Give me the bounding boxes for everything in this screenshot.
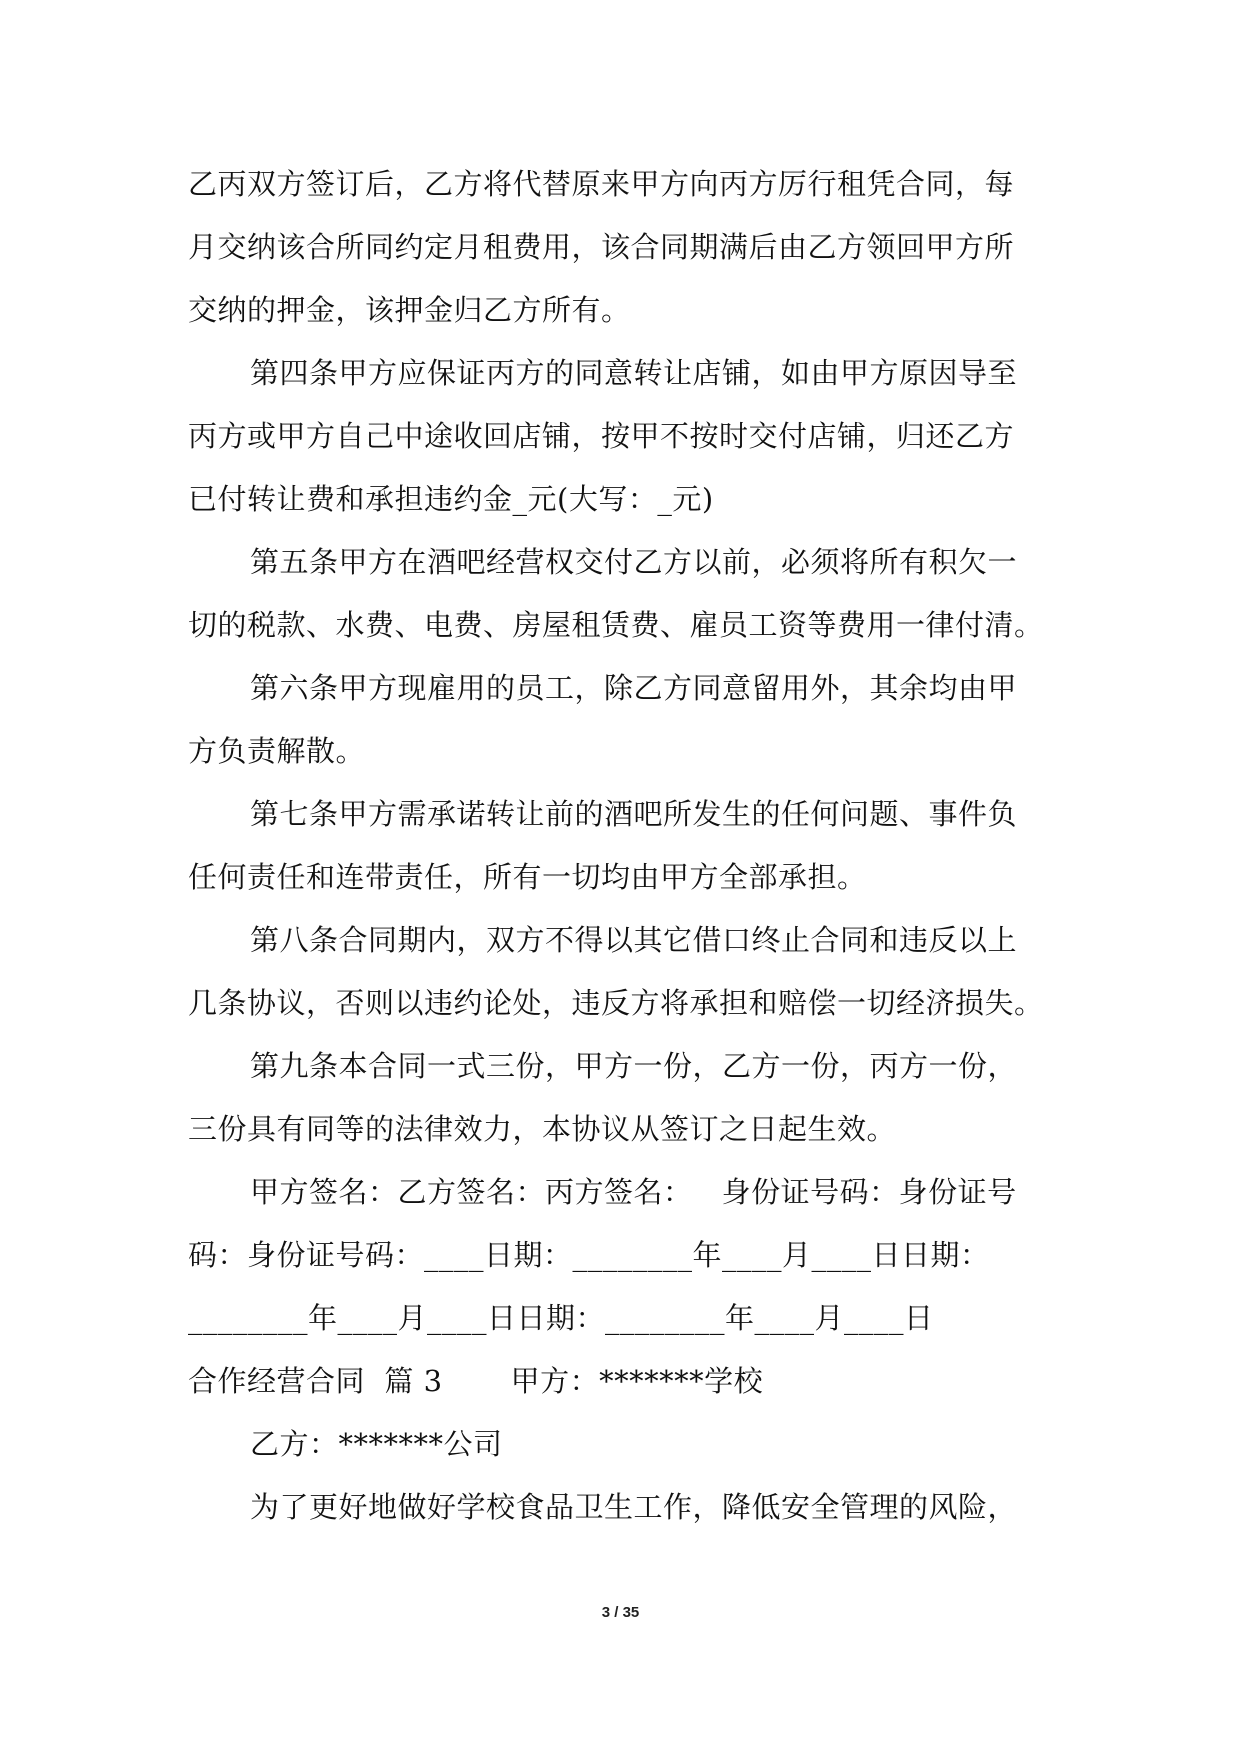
- page-number: 3 / 35: [601, 1604, 640, 1621]
- text-line: 任何责任和连带责任，所有一切均由甲方全部承担。: [188, 860, 867, 894]
- text-line: 方负责解散。: [188, 734, 366, 768]
- text-line: 切的税款、水费、电费、房屋租赁费、雇员工资等费用一律付清。: [188, 608, 1044, 642]
- text-line: 交纳的押金，该押金归乙方所有。: [188, 293, 631, 327]
- text-line: 月交纳该合所同约定月租费用，该合同期满后由乙方领回甲方所: [188, 230, 1015, 264]
- text-line: 已付转让费和承担违约金_元(大写：_元): [188, 482, 714, 516]
- signature-line: 码：身份证号码：____日期：________年____月____日日期：: [188, 1238, 990, 1272]
- article-4-line: 第四条甲方应保证丙方的同意转让店铺，如由甲方原因导至: [250, 356, 1018, 390]
- article-7-line: 第七条甲方需承诺转让前的酒吧所发生的任何问题、事件负: [250, 797, 1018, 831]
- document-body: [188, 153, 1068, 1539]
- signature-line: ________年____月____日日期：________年____月____日: [188, 1301, 934, 1335]
- text-line: 几条协议，否则以违约论处，违反方将承担和赔偿一切经济损失。: [188, 986, 1044, 1020]
- signature-line: 甲方签名：乙方签名：丙方签名： 身份证号码：身份证号: [250, 1175, 1017, 1209]
- article-9-line: 第九条本合同一式三份，甲方一份，乙方一份，丙方一份，: [250, 1049, 1018, 1083]
- text-line: 为了更好地做好学校食品卫生工作，降低安全管理的风险，: [250, 1490, 1018, 1524]
- article-6-line: 第六条甲方现雇用的员工，除乙方同意留用外，其余均由甲: [250, 671, 1018, 705]
- text-line: 丙方或甲方自己中途收回店铺，按甲不按时交付店铺，归还乙方: [188, 419, 1015, 453]
- party-b-line: 乙方：*******公司: [250, 1427, 503, 1461]
- section-heading: 合作经营合同 篇 3 甲方：*******学校: [188, 1364, 764, 1398]
- article-8-line: 第八条合同期内，双方不得以其它借口终止合同和违反以上: [250, 923, 1018, 957]
- article-5-line: 第五条甲方在酒吧经营权交付乙方以前，必须将所有积欠一: [250, 545, 1018, 579]
- text-line: 乙丙双方签订后，乙方将代替原来甲方向丙方厉行租凭合同，每: [188, 167, 1015, 201]
- text-line: 三份具有同等的法律效力，本协议从签订之日起生效。: [188, 1112, 897, 1146]
